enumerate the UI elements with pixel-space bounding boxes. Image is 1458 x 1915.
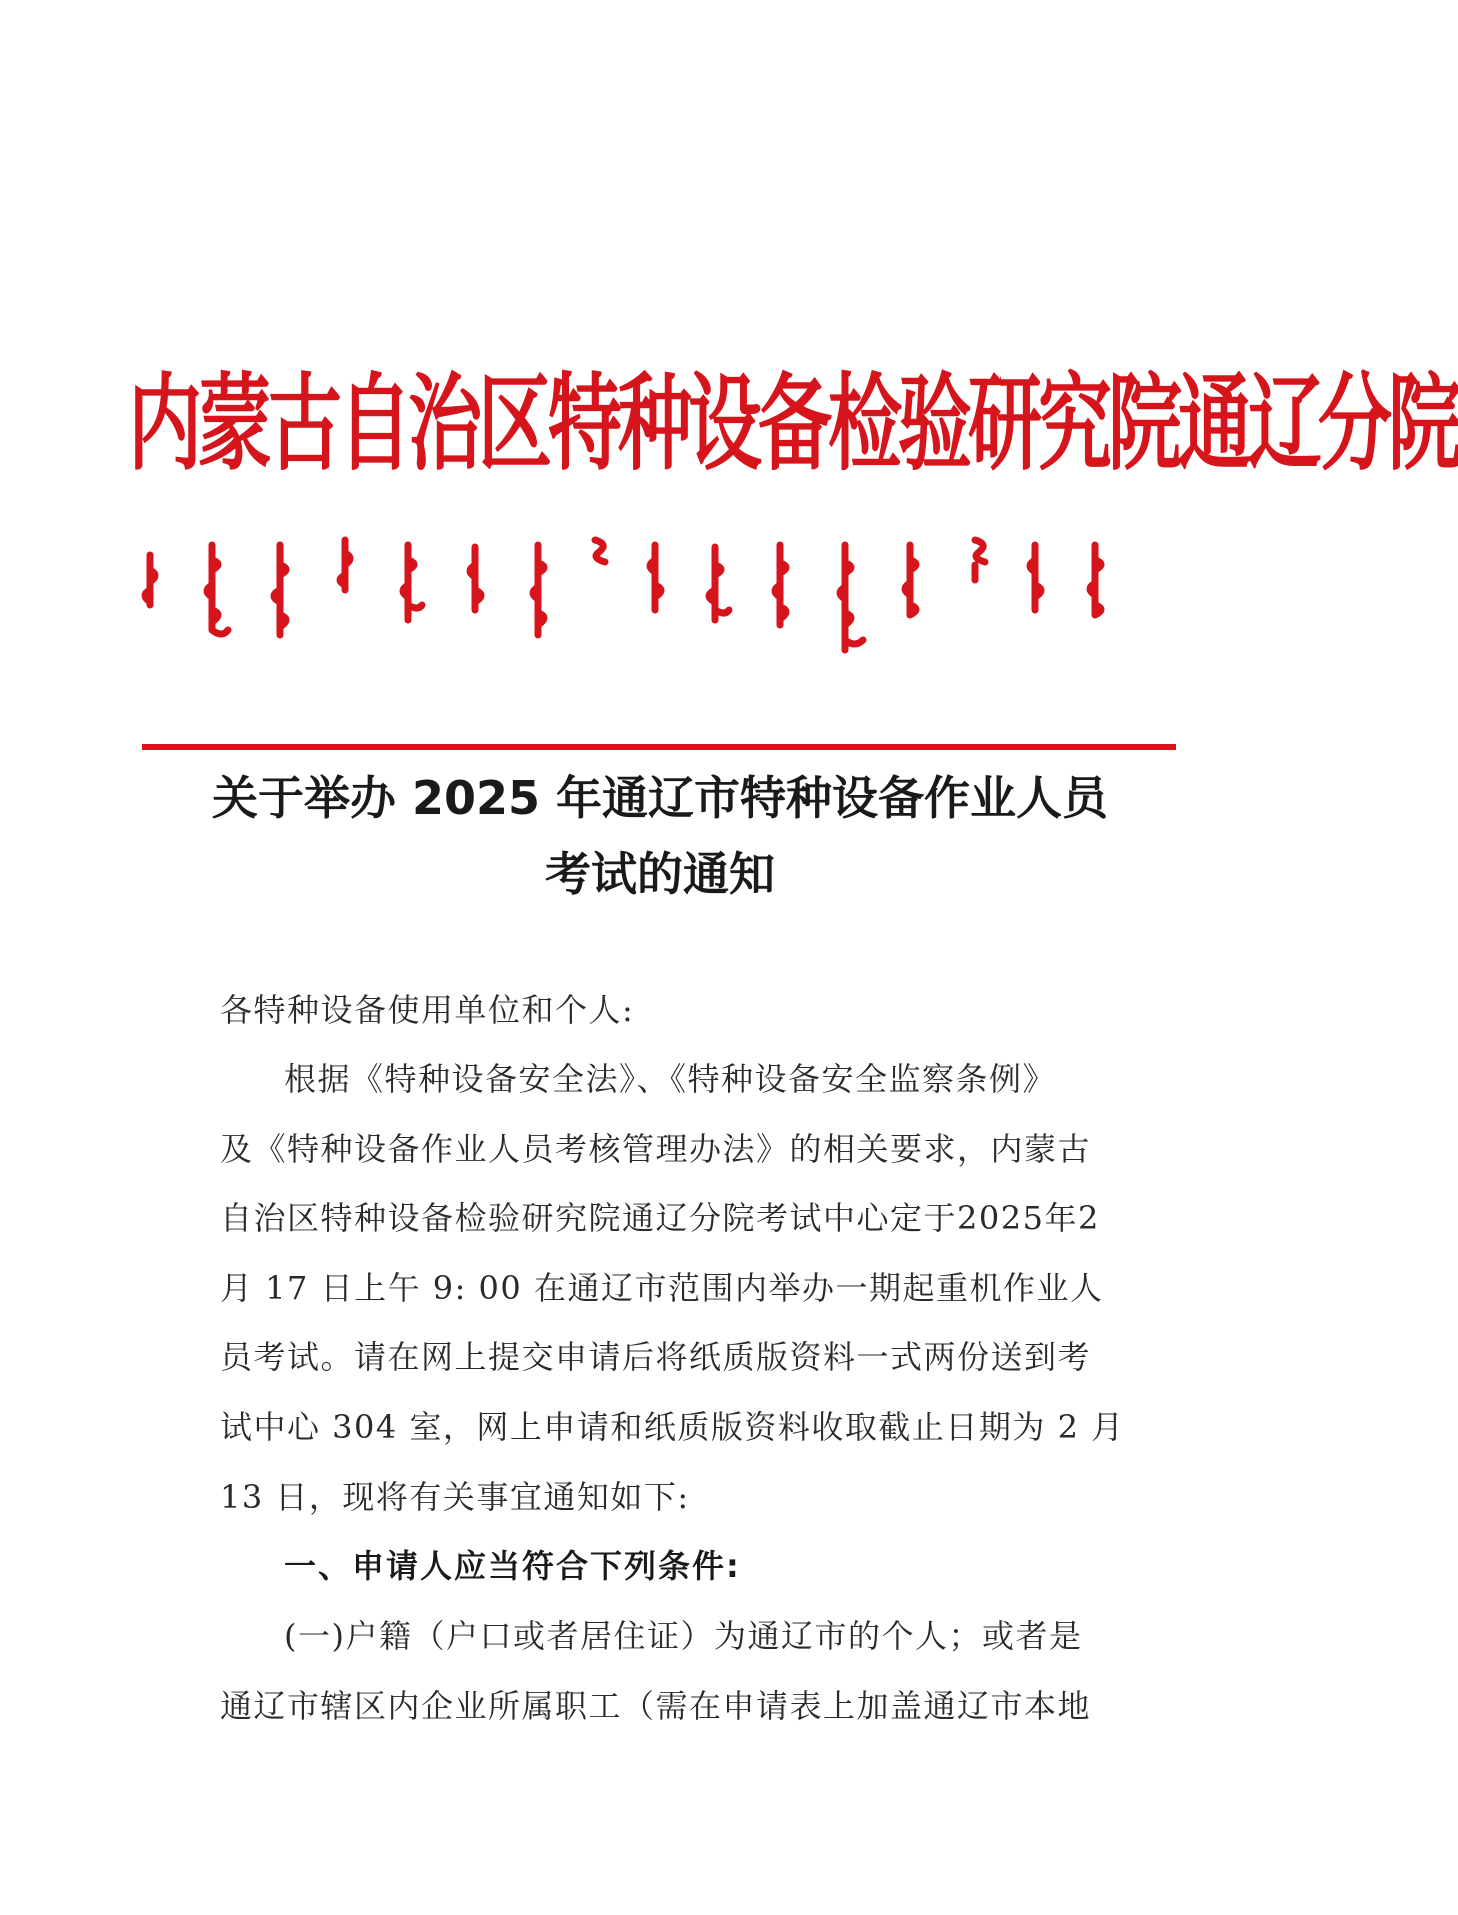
paragraph-line: 通辽市辖区内企业所属职工（需在申请表上加盖通辽市本地 — [220, 1687, 1092, 1725]
salutation: 各特种设备使用单位和个人: — [220, 991, 635, 1029]
letterhead-mongolian-script — [140, 535, 1180, 655]
paragraph-line: (一)户籍（户口或者居住证）为通辽市的个人；或者是 — [284, 1617, 1083, 1655]
notice-title-line1: 关于举办 2025 年通辽市特种设备作业人员 — [211, 771, 1109, 825]
letterhead-org-name: 内蒙古自治区特种设备检验研究院通辽分院 — [128, 363, 1458, 486]
paragraph-line: 试中心 304 室，网上申请和纸质版资料收取截止日期为 2 月 — [220, 1408, 1125, 1446]
letterhead-red-rule — [142, 744, 1176, 750]
paragraph-line: 自治区特种设备检验研究院通辽分院考试中心定于2025年2 — [220, 1199, 1100, 1237]
paragraph-line: 及《特种设备作业人员考核管理办法》的相关要求，内蒙古 — [220, 1130, 1092, 1168]
mongolian-script-logo — [140, 535, 1180, 655]
section-heading: 一、申请人应当符合下列条件: — [284, 1547, 741, 1585]
notice-title-line2: 考试的通知 — [545, 847, 775, 901]
paragraph-line: 根据《特种设备安全法》、《特种设备安全监察条例》 — [284, 1060, 1057, 1098]
paragraph-line: 月 17 日上午 9: 00 在通辽市范围内举办一期起重机作业人 — [220, 1269, 1104, 1307]
paragraph-line: 13 日，现将有关事宜通知如下: — [220, 1478, 690, 1516]
paragraph-line: 员考试。请在网上提交申请后将纸质版资料一式两份送到考 — [220, 1338, 1092, 1376]
